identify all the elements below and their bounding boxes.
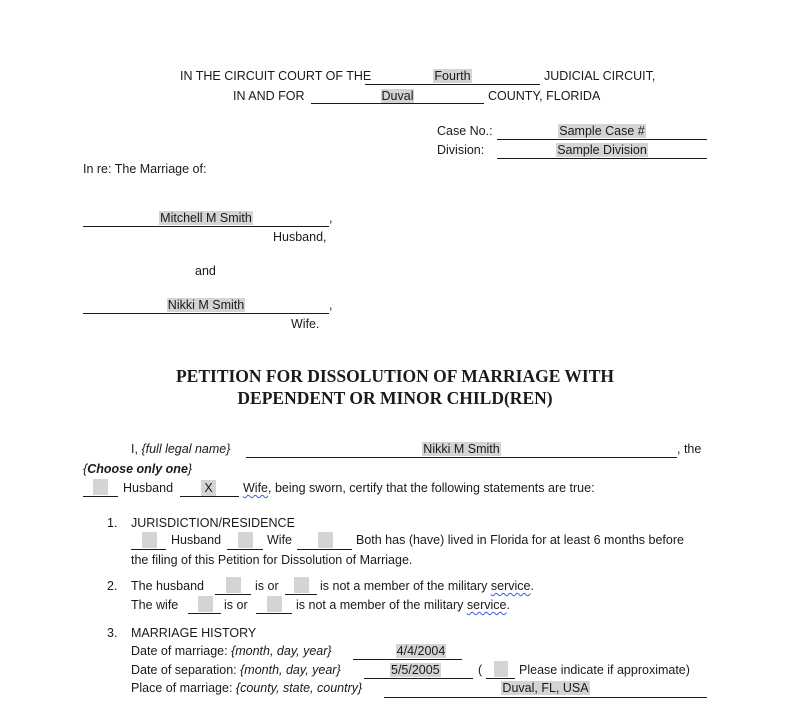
case-no-underline — [497, 139, 707, 140]
wife-name-field[interactable]: Nikki M Smith — [167, 298, 245, 312]
s1-husband-checkbox[interactable] — [142, 532, 157, 548]
husband-comma: , — [329, 211, 333, 225]
s2-husband-not-text: is not a member of the military service. — [320, 579, 534, 593]
division-underline — [497, 158, 707, 159]
wife-label: Wife. — [291, 317, 320, 331]
header-line2-suffix: COUNTY, FLORIDA — [488, 89, 601, 103]
s1-continuation: the filing of this Petition for Dissolution of Marriage. — [131, 553, 413, 567]
header-line1-prefix: IN THE CIRCUIT COURT OF THE — [180, 69, 372, 83]
date-separation-field[interactable]: 5/5/2005 — [391, 663, 440, 677]
s2-husband-prefix: The husband — [131, 579, 204, 593]
wife-option: Wife, being sworn, certify that the following statements are true: — [243, 481, 595, 495]
header-line1-suffix: JUDICIAL CIRCUIT, — [544, 69, 656, 83]
date-separation-label: Date of separation: {month, day, year} — [131, 663, 341, 677]
choose-only-one-hint: {Choose only one} — [83, 462, 193, 476]
circuit-underline — [365, 84, 540, 85]
s2-husband-is-underline — [215, 594, 251, 595]
husband-check-underline — [83, 496, 118, 497]
section1-number: 1. — [107, 516, 118, 530]
s2-wife-is-or: is or — [224, 598, 248, 612]
s2-husband-not-underline — [285, 594, 317, 595]
date-marriage-underline — [353, 659, 462, 660]
husband-name-field[interactable]: Mitchell M Smith — [160, 211, 252, 225]
wife-name-underline — [83, 313, 329, 314]
case-no-field[interactable]: Sample Case # — [559, 124, 645, 138]
full-legal-name-field[interactable]: Nikki M Smith — [423, 442, 500, 456]
s1-both-text: Both has (have) lived in Florida for at least 6 months before — [356, 533, 684, 547]
petition-title-line2: DEPENDENT OR MINOR CHILD(REN) — [237, 388, 553, 408]
approx-checkbox[interactable] — [494, 661, 508, 677]
s2-wife-is-underline — [188, 613, 221, 614]
date-marriage-field[interactable]: 4/4/2004 — [396, 644, 446, 658]
s1-both-underline — [297, 549, 352, 550]
full-legal-name-hint: {full legal name} — [141, 442, 231, 456]
wife-checkbox[interactable]: X — [201, 480, 216, 496]
full-legal-name-underline — [246, 457, 677, 458]
in-re-label: In re: The Marriage of: — [83, 162, 207, 176]
s1-wife-checkbox[interactable] — [238, 532, 253, 548]
section1-heading: JURISDICTION/RESIDENCE — [131, 516, 295, 530]
section3-number: 3. — [107, 626, 118, 640]
approx-underline — [486, 678, 515, 679]
header-line2-prefix: IN AND FOR — [233, 89, 305, 103]
s2-wife-is-checkbox[interactable] — [198, 596, 213, 612]
approx-open-paren: ( — [478, 663, 483, 677]
and-label: and — [195, 264, 216, 278]
s1-husband-underline — [131, 549, 166, 550]
approx-text: Please indicate if approximate) — [519, 663, 690, 677]
case-no-label: Case No.: — [437, 124, 493, 138]
intro-i: I, {full legal name} — [131, 442, 231, 456]
circuit-field[interactable]: Fourth — [434, 69, 471, 83]
husband-option-label: Husband — [123, 481, 174, 495]
county-field[interactable]: Duval — [381, 89, 414, 103]
section2-number: 2. — [107, 579, 118, 593]
intro-the: , the — [677, 442, 702, 456]
husband-checkbox[interactable] — [93, 479, 108, 495]
division-field[interactable]: Sample Division — [557, 143, 647, 157]
division-label: Division: — [437, 143, 485, 157]
husband-name-underline — [83, 226, 329, 227]
s2-wife-not-underline — [256, 613, 292, 614]
wife-check-underline — [180, 496, 239, 497]
place-field[interactable]: Duval, FL, USA — [502, 681, 589, 695]
s2-husband-not-checkbox[interactable] — [294, 577, 309, 593]
date-separation-underline — [364, 678, 473, 679]
s2-husband-is-or: is or — [255, 579, 279, 593]
s2-wife-prefix: The wife — [131, 598, 179, 612]
husband-label: Husband, — [273, 230, 327, 244]
petition-title-line1: PETITION FOR DISSOLUTION OF MARRIAGE WITH — [175, 366, 615, 386]
place-label: Place of marriage: {county, state, country} — [131, 681, 363, 695]
s1-wife-underline — [227, 549, 263, 550]
section3-heading: MARRIAGE HISTORY — [131, 626, 257, 640]
wife-comma: , — [329, 298, 333, 312]
s1-husband-label: Husband — [171, 533, 222, 547]
s2-wife-not-text: is not a member of the military service. — [296, 598, 510, 612]
s2-husband-is-checkbox[interactable] — [226, 577, 241, 593]
s2-wife-not-checkbox[interactable] — [267, 596, 282, 612]
date-marriage-label: Date of marriage: {month, day, year} — [131, 644, 332, 658]
s1-both-checkbox[interactable] — [318, 532, 333, 548]
s1-wife-label: Wife — [267, 533, 292, 547]
place-underline — [384, 697, 707, 698]
